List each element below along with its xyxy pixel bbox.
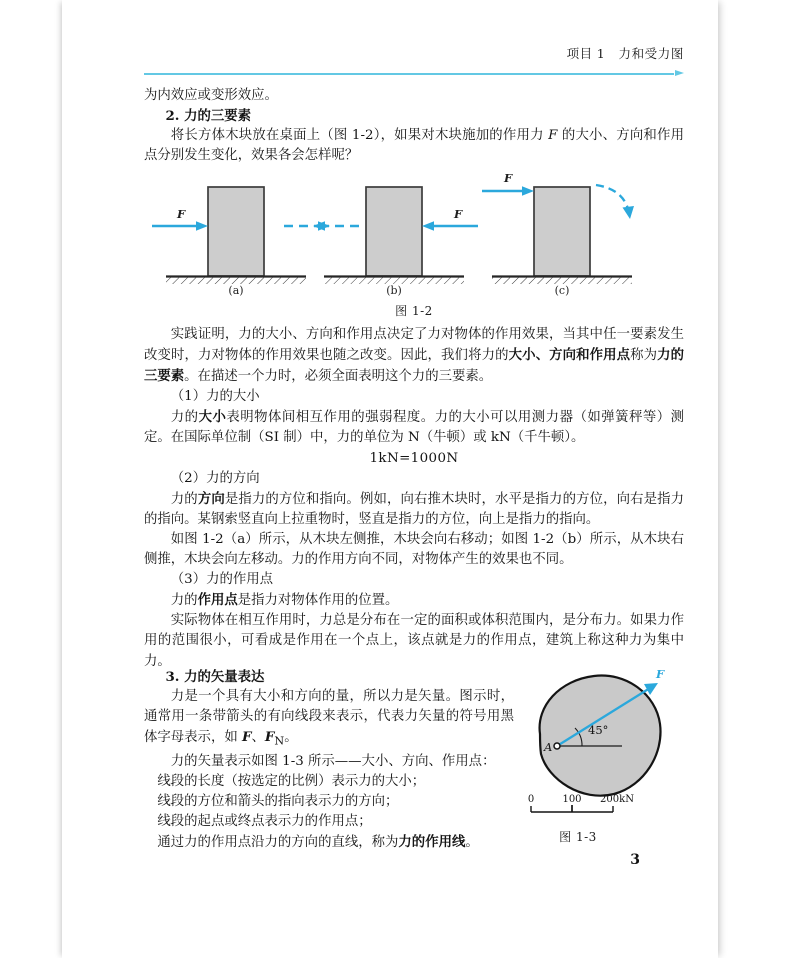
paragraph-intro-part-a: 将长方体木块放在桌面上（图 1-2），如果对木块施加的作用力	[170, 128, 549, 144]
figure-1-2-drawing	[144, 168, 684, 296]
force-symbol-F: F	[548, 128, 558, 144]
paragraph-point-part-b: 是指力对物体作用的位置。	[237, 593, 399, 609]
list-line-4-part-b: 。	[465, 835, 479, 851]
vector-symbol-F: F	[242, 729, 252, 746]
list-line-4-part-a: 通过力的作用点沿力的方向的直线，称为	[157, 835, 399, 851]
paragraph-intro-part-b: 的大小、方向和作用点分别发生变化，效果各会怎样呢？	[144, 128, 684, 164]
block-b-body	[366, 187, 422, 276]
paragraph-point-of-action	[144, 590, 684, 611]
paragraph-magnitude	[144, 407, 684, 448]
list-line-2: 线段的方位和箭头的指向表示力的方向；	[157, 794, 399, 810]
scale-tick-label-200kn: 200kN	[600, 794, 634, 805]
item-2-force-direction: （2）力的方向	[170, 470, 260, 486]
paragraph-intro	[144, 126, 684, 166]
block-c-rotation-arrow-icon	[596, 185, 634, 219]
vector-symbol-FN-subscript: N	[274, 734, 285, 748]
list-line-3: 线段的起点或终点表示力的作用点；	[157, 814, 372, 830]
text-block-bottom	[144, 667, 514, 854]
page-number: 3	[630, 852, 640, 868]
running-head-title: 力和受力图	[618, 46, 684, 61]
formula-kn-to-n: 1kN=1000N	[369, 450, 459, 466]
paragraph-practice-part-b: 称为	[630, 348, 658, 364]
list-line-4-bold: 力的作用线	[398, 834, 466, 851]
block-a-ground-hatch	[166, 277, 306, 284]
paragraph-vector-sep: 、	[251, 730, 265, 746]
page-content	[62, 0, 718, 958]
paragraph-practice-part-a: 实践证明，力的大小、方向和作用点决定了力对物体的作用效果，当其中任一要素发生改变时，力对物体的作用效果也随之改变。因此，我们将力的	[144, 327, 684, 364]
block-a-group	[152, 187, 330, 284]
block-c-force-arrow-icon	[482, 186, 534, 196]
figure-1-3-point-marker	[554, 743, 560, 749]
figure-1-3	[510, 662, 684, 848]
vector-symbol-FN: F	[264, 729, 275, 746]
paragraph-magnitude-part-b: 表明物体间相互作用的强弱程度。力的大小可以用测力器（如弹簧秤等）测定。在国际单位制（SI 制）中，力的单位为 N（牛顿）或 kN（千牛顿）。	[144, 410, 685, 446]
figure-1-2	[144, 168, 684, 320]
item-1-force-magnitude: （1）力的大小	[170, 389, 260, 405]
paragraph-point-bold: 作用点	[197, 592, 238, 609]
paragraph-distributed-force: 实际物体在相互作用时，力总是分布在一定的面积或体积范围内，是分布力。如果力作用的范围很小，可看成是作用在一个点上，该点就是力的作用点，建筑上称这种力为集中力。	[144, 613, 684, 669]
block-c-force-label: F	[504, 171, 513, 185]
paragraph-representation: 力的矢量表示如图 1-3 所示——大小、方向、作用点：	[170, 754, 496, 770]
list-line-4	[144, 832, 514, 853]
block-c-group	[482, 171, 634, 284]
text-block-middle	[144, 325, 684, 672]
header-rule-line	[144, 73, 674, 75]
block-b-ground-hatch	[324, 277, 464, 284]
header-rule-arrow-icon	[675, 70, 684, 76]
figure-1-2-caption: 图 1-2	[395, 304, 433, 318]
paragraph-magnitude-bold: 大小	[198, 409, 227, 426]
running-head-project-label: 项目	[566, 46, 593, 61]
running-head	[144, 44, 684, 62]
block-a-body	[208, 187, 264, 276]
heading-force-three-elements: 2. 力的三要素	[165, 108, 252, 125]
block-a-force-label: F	[177, 207, 186, 221]
paragraph-continued: 为内效应或变形效应。	[144, 88, 278, 103]
list-line-1: 线段的长度（按选定的比例）表示力的大小；	[157, 774, 426, 790]
paragraph-magnitude-part-a: 力的	[170, 410, 199, 426]
paragraph-practice	[144, 325, 684, 387]
block-a-sub-label: (a)	[228, 284, 244, 296]
item-3-force-point: （3）力的作用点	[170, 572, 274, 588]
figure-1-3-scale-bar	[528, 794, 634, 812]
running-head-project-number: 1	[596, 46, 606, 61]
figure-1-3-caption: 图 1-3	[559, 830, 597, 844]
paragraph-vector-part-a: 力是一个具有大小和方向的量，所以力是矢量。图示时，通常用一条带箭头的有向线段来表示，代表力矢量的符号用黑体字母表示，如	[144, 689, 514, 746]
block-b-group	[313, 187, 478, 284]
figure-1-3-point-label: A	[544, 740, 553, 754]
page-sheet	[62, 0, 718, 958]
block-c-body	[534, 187, 590, 276]
text-block-top	[144, 86, 684, 166]
header-rule	[144, 70, 684, 78]
block-c-ground-hatch	[492, 277, 632, 284]
paragraph-point-part-a: 力的	[170, 593, 198, 609]
block-a-force-arrow-icon	[152, 221, 208, 231]
paragraph-direction-part-a: 力的	[170, 491, 198, 507]
figure-1-3-force-label: F	[656, 667, 665, 681]
paragraph-direction	[144, 489, 684, 530]
figure-1-3-drawing	[510, 662, 684, 832]
heading-vector-expression: 3. 力的矢量表达	[165, 669, 265, 685]
figure-1-3-angle-label: 45°	[588, 723, 609, 737]
block-b-force-arrow-icon	[422, 221, 478, 231]
block-b-force-label: F	[454, 207, 463, 221]
paragraph-practice-part-c: 。在描述一个力时，必须全面表明这个力的三要素。	[184, 369, 493, 385]
paragraph-vector	[144, 687, 514, 752]
paragraph-vector-part-b: 。	[284, 730, 298, 746]
block-b-sub-label: (b)	[386, 284, 402, 296]
scale-tick-label-100: 100	[562, 794, 582, 805]
paragraph-practice-bold-elements: 大小、方向和作用点	[508, 347, 631, 364]
block-c-sub-label: (c)	[554, 284, 570, 296]
paragraph-figure-reference: 如图 1-2（a）所示，从木块左侧推，木块会向右移动；如图 1-2（b）所示，从木块右侧推，木块会向左移动。力的作用方向不同，对物体产生的效果也不同。	[144, 531, 684, 568]
scale-tick-label-0: 0	[527, 794, 535, 805]
paragraph-direction-bold: 方向	[197, 490, 225, 507]
paragraph-direction-part-b: 是指力的方位和指向。例如，向右推木块时，水平是指力的方位，向右是指力的指向。某钢索竖直向上拉重物时，竖直是指力的方位，向上是指力的指向。	[144, 491, 685, 527]
paragraph-practice-bold-term: 力的三要素	[144, 347, 685, 385]
